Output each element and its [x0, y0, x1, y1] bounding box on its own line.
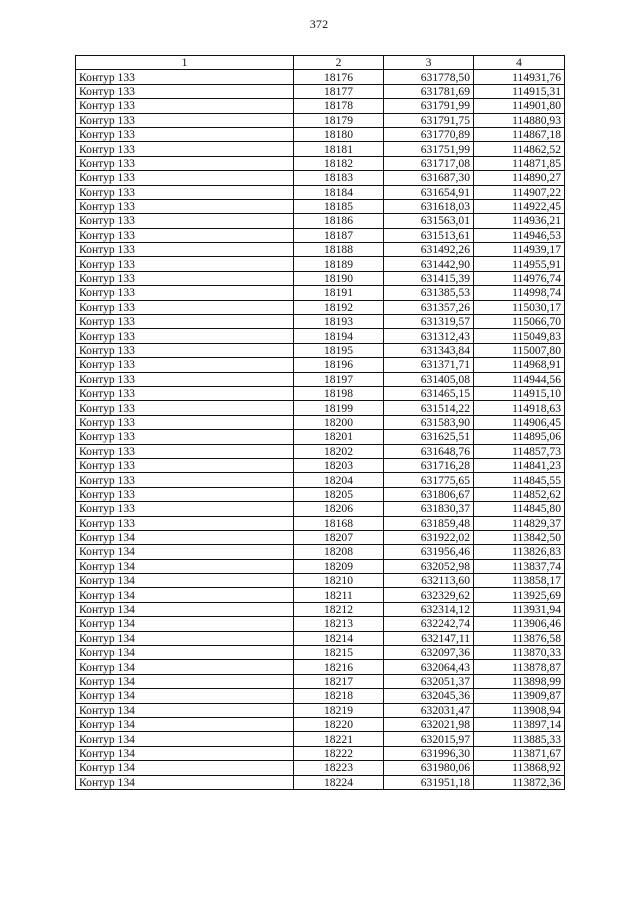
- table-row: [76, 99, 565, 113]
- x-coordinate-cell: 631717,08: [384, 156, 474, 170]
- table-row: [76, 84, 565, 98]
- point-number-cell: 18179: [294, 113, 384, 127]
- y-coordinate-cell: 115007,80: [474, 343, 565, 357]
- y-coordinate-cell: 114922,45: [474, 199, 565, 213]
- y-coordinate-cell: 113870,33: [474, 646, 565, 660]
- point-number-cell: 18178: [294, 99, 384, 113]
- point-number-cell: 18215: [294, 646, 384, 660]
- point-number-cell: 18205: [294, 487, 384, 501]
- contour-name-cell: Контур 133: [76, 228, 294, 242]
- point-number-cell: 18177: [294, 84, 384, 98]
- point-number-cell: 18185: [294, 199, 384, 213]
- x-coordinate-cell: 632015,97: [384, 732, 474, 746]
- contour-name-cell: Контур 134: [76, 775, 294, 789]
- x-coordinate-cell: 631319,57: [384, 315, 474, 329]
- table-row: [76, 257, 565, 271]
- point-number-cell: 18190: [294, 271, 384, 285]
- table-row: [76, 142, 565, 156]
- x-coordinate-cell: 631583,90: [384, 415, 474, 429]
- table-row: [76, 602, 565, 616]
- page-number: 372: [309, 17, 329, 31]
- x-coordinate-cell: 631343,84: [384, 343, 474, 357]
- x-coordinate-cell: 631980,06: [384, 761, 474, 775]
- point-number-cell: 18208: [294, 545, 384, 559]
- contour-name-cell: Контур 134: [76, 574, 294, 588]
- contour-name-cell: Контур 134: [76, 602, 294, 616]
- point-number-cell: 18186: [294, 214, 384, 228]
- contour-name-cell: Контур 134: [76, 746, 294, 760]
- contour-name-cell: Контур 133: [76, 127, 294, 141]
- point-number-cell: 18200: [294, 415, 384, 429]
- contour-name-cell: Контур 134: [76, 761, 294, 775]
- x-coordinate-cell: 631770,89: [384, 127, 474, 141]
- x-coordinate-cell: 632314,12: [384, 602, 474, 616]
- table-body: [76, 70, 565, 790]
- y-coordinate-cell: 113909,87: [474, 689, 565, 703]
- y-coordinate-cell: 113858,17: [474, 574, 565, 588]
- point-number-cell: 18181: [294, 142, 384, 156]
- point-number-cell: 18219: [294, 703, 384, 717]
- table-row: [76, 458, 565, 472]
- x-coordinate-cell: 632113,60: [384, 574, 474, 588]
- table-row: [76, 401, 565, 415]
- table-row: [76, 243, 565, 257]
- table-row: [76, 660, 565, 674]
- point-number-cell: 18207: [294, 530, 384, 544]
- y-coordinate-cell: 114829,37: [474, 516, 565, 530]
- point-number-cell: 18188: [294, 243, 384, 257]
- contour-name-cell: Контур 133: [76, 358, 294, 372]
- y-coordinate-cell: 114998,74: [474, 286, 565, 300]
- table-row: [76, 199, 565, 213]
- contour-name-cell: Контур 133: [76, 171, 294, 185]
- point-number-cell: 18189: [294, 257, 384, 271]
- point-number-cell: 18183: [294, 171, 384, 185]
- contour-name-cell: Контур 134: [76, 617, 294, 631]
- point-number-cell: 18220: [294, 717, 384, 731]
- x-coordinate-cell: 631781,69: [384, 84, 474, 98]
- y-coordinate-cell: 114968,91: [474, 358, 565, 372]
- contour-name-cell: Контур 133: [76, 214, 294, 228]
- point-number-cell: 18192: [294, 300, 384, 314]
- table-row: [76, 775, 565, 789]
- contour-name-cell: Контур 133: [76, 156, 294, 170]
- y-coordinate-cell: 114955,91: [474, 257, 565, 271]
- contour-name-cell: Контур 133: [76, 473, 294, 487]
- x-coordinate-cell: 631654,91: [384, 185, 474, 199]
- y-coordinate-cell: 114845,80: [474, 502, 565, 516]
- point-number-cell: 18211: [294, 588, 384, 602]
- y-coordinate-cell: 113897,14: [474, 717, 565, 731]
- point-number-cell: 18203: [294, 458, 384, 472]
- x-coordinate-cell: 632045,36: [384, 689, 474, 703]
- contour-name-cell: Контур 133: [76, 199, 294, 213]
- table-row: [76, 617, 565, 631]
- point-number-cell: 18184: [294, 185, 384, 199]
- table-row: [76, 530, 565, 544]
- table-row: [76, 559, 565, 573]
- point-number-cell: 18213: [294, 617, 384, 631]
- contour-name-cell: Контур 133: [76, 444, 294, 458]
- contour-name-cell: Контур 133: [76, 329, 294, 343]
- point-number-cell: 18182: [294, 156, 384, 170]
- table-row: [76, 156, 565, 170]
- table-row: [76, 372, 565, 386]
- x-coordinate-cell: 632031,47: [384, 703, 474, 717]
- contour-name-cell: Контур 133: [76, 300, 294, 314]
- point-number-cell: 18206: [294, 502, 384, 516]
- table-row: [76, 300, 565, 314]
- table-row: [76, 502, 565, 516]
- contour-name-cell: Контур 134: [76, 703, 294, 717]
- x-coordinate-cell: 632242,74: [384, 617, 474, 631]
- contour-name-cell: Контур 134: [76, 545, 294, 559]
- contour-name-cell: Контур 133: [76, 502, 294, 516]
- table-header: [76, 56, 565, 70]
- y-coordinate-cell: 113885,33: [474, 732, 565, 746]
- header-col-2: 2: [294, 56, 384, 70]
- point-number-cell: 18191: [294, 286, 384, 300]
- point-number-cell: 18199: [294, 401, 384, 415]
- y-coordinate-cell: 113925,69: [474, 588, 565, 602]
- y-coordinate-cell: 113876,58: [474, 631, 565, 645]
- table-row: [76, 473, 565, 487]
- x-coordinate-cell: 631687,30: [384, 171, 474, 185]
- contour-name-cell: Контур 133: [76, 257, 294, 271]
- contour-name-cell: Контур 133: [76, 386, 294, 400]
- x-coordinate-cell: 632052,98: [384, 559, 474, 573]
- contour-name-cell: Контур 133: [76, 516, 294, 530]
- table-row: [76, 185, 565, 199]
- x-coordinate-cell: 631648,76: [384, 444, 474, 458]
- y-coordinate-cell: 114931,76: [474, 70, 565, 84]
- table-row: [76, 674, 565, 688]
- point-number-cell: 18210: [294, 574, 384, 588]
- x-coordinate-cell: 631405,08: [384, 372, 474, 386]
- y-coordinate-cell: 114946,53: [474, 228, 565, 242]
- point-number-cell: 18221: [294, 732, 384, 746]
- x-coordinate-cell: 631514,22: [384, 401, 474, 415]
- contour-name-cell: Контур 133: [76, 286, 294, 300]
- x-coordinate-cell: 631775,65: [384, 473, 474, 487]
- y-coordinate-cell: 114867,18: [474, 127, 565, 141]
- y-coordinate-cell: 114862,52: [474, 142, 565, 156]
- table-row: [76, 631, 565, 645]
- header-row: [76, 56, 565, 70]
- y-coordinate-cell: 114906,45: [474, 415, 565, 429]
- x-coordinate-cell: 631791,75: [384, 113, 474, 127]
- x-coordinate-cell: 631951,18: [384, 775, 474, 789]
- table-row: [76, 444, 565, 458]
- contour-name-cell: Контур 133: [76, 487, 294, 501]
- table-row: [76, 746, 565, 760]
- y-coordinate-cell: 114918,63: [474, 401, 565, 415]
- point-number-cell: 18195: [294, 343, 384, 357]
- y-coordinate-cell: 113898,99: [474, 674, 565, 688]
- x-coordinate-cell: 631716,28: [384, 458, 474, 472]
- y-coordinate-cell: 114871,85: [474, 156, 565, 170]
- x-coordinate-cell: 631956,46: [384, 545, 474, 559]
- contour-name-cell: Контур 133: [76, 99, 294, 113]
- y-coordinate-cell: 114944,56: [474, 372, 565, 386]
- x-coordinate-cell: 632051,37: [384, 674, 474, 688]
- table-row: [76, 271, 565, 285]
- point-number-cell: 18212: [294, 602, 384, 616]
- point-number-cell: 18176: [294, 70, 384, 84]
- x-coordinate-cell: 631922,02: [384, 530, 474, 544]
- y-coordinate-cell: 114939,17: [474, 243, 565, 257]
- contour-name-cell: Контур 133: [76, 458, 294, 472]
- table-row: [76, 646, 565, 660]
- table-row: [76, 286, 565, 300]
- y-coordinate-cell: 113871,67: [474, 746, 565, 760]
- point-number-cell: 18202: [294, 444, 384, 458]
- x-coordinate-cell: 631806,67: [384, 487, 474, 501]
- x-coordinate-cell: 632021,98: [384, 717, 474, 731]
- y-coordinate-cell: 113872,36: [474, 775, 565, 789]
- contour-name-cell: Контур 133: [76, 372, 294, 386]
- contour-name-cell: Контур 133: [76, 271, 294, 285]
- contour-name-cell: Контур 134: [76, 530, 294, 544]
- coordinates-table: [75, 55, 565, 790]
- x-coordinate-cell: 632147,11: [384, 631, 474, 645]
- contour-name-cell: Контур 134: [76, 646, 294, 660]
- x-coordinate-cell: 632097,36: [384, 646, 474, 660]
- x-coordinate-cell: 631415,39: [384, 271, 474, 285]
- x-coordinate-cell: 631563,01: [384, 214, 474, 228]
- y-coordinate-cell: 113826,83: [474, 545, 565, 559]
- y-coordinate-cell: 113908,94: [474, 703, 565, 717]
- y-coordinate-cell: 114915,10: [474, 386, 565, 400]
- point-number-cell: 18196: [294, 358, 384, 372]
- table-row: [76, 761, 565, 775]
- y-coordinate-cell: 114880,93: [474, 113, 565, 127]
- point-number-cell: 18201: [294, 430, 384, 444]
- header-col-4: 4: [474, 56, 565, 70]
- point-number-cell: 18224: [294, 775, 384, 789]
- table-row: [76, 717, 565, 731]
- y-coordinate-cell: 115049,83: [474, 329, 565, 343]
- y-coordinate-cell: 114901,80: [474, 99, 565, 113]
- x-coordinate-cell: 631791,99: [384, 99, 474, 113]
- x-coordinate-cell: 631371,71: [384, 358, 474, 372]
- contour-name-cell: Контур 133: [76, 113, 294, 127]
- contour-name-cell: Контур 134: [76, 588, 294, 602]
- table-row: [76, 329, 565, 343]
- point-number-cell: 18218: [294, 689, 384, 703]
- y-coordinate-cell: 113931,94: [474, 602, 565, 616]
- table-row: [76, 358, 565, 372]
- contour-name-cell: Контур 133: [76, 70, 294, 84]
- point-number-cell: 18223: [294, 761, 384, 775]
- table-row: [76, 343, 565, 357]
- contour-name-cell: Контур 133: [76, 343, 294, 357]
- table-row: [76, 127, 565, 141]
- y-coordinate-cell: 114976,74: [474, 271, 565, 285]
- contour-name-cell: Контур 134: [76, 660, 294, 674]
- contour-name-cell: Контур 134: [76, 689, 294, 703]
- table-row: [76, 171, 565, 185]
- table-row: [76, 487, 565, 501]
- contour-name-cell: Контур 133: [76, 185, 294, 199]
- contour-name-cell: Контур 133: [76, 401, 294, 415]
- x-coordinate-cell: 631830,37: [384, 502, 474, 516]
- y-coordinate-cell: 113878,87: [474, 660, 565, 674]
- y-coordinate-cell: 114915,31: [474, 84, 565, 98]
- point-number-cell: 18180: [294, 127, 384, 141]
- point-number-cell: 18204: [294, 473, 384, 487]
- point-number-cell: 18168: [294, 516, 384, 530]
- table-row: [76, 315, 565, 329]
- table-row: [76, 516, 565, 530]
- y-coordinate-cell: 114895,06: [474, 430, 565, 444]
- point-number-cell: 18193: [294, 315, 384, 329]
- point-number-cell: 18197: [294, 372, 384, 386]
- contour-name-cell: Контур 133: [76, 243, 294, 257]
- table-row: [76, 574, 565, 588]
- y-coordinate-cell: 114857,73: [474, 444, 565, 458]
- point-number-cell: 18214: [294, 631, 384, 645]
- x-coordinate-cell: 631625,51: [384, 430, 474, 444]
- x-coordinate-cell: 631778,50: [384, 70, 474, 84]
- y-coordinate-cell: 115066,70: [474, 315, 565, 329]
- contour-name-cell: Контур 134: [76, 674, 294, 688]
- point-number-cell: 18194: [294, 329, 384, 343]
- x-coordinate-cell: 631513,61: [384, 228, 474, 242]
- table-row: [76, 732, 565, 746]
- y-coordinate-cell: 114936,21: [474, 214, 565, 228]
- y-coordinate-cell: 113906,46: [474, 617, 565, 631]
- table-row: [76, 430, 565, 444]
- contour-name-cell: Контур 134: [76, 717, 294, 731]
- x-coordinate-cell: 631442,90: [384, 257, 474, 271]
- x-coordinate-cell: 631357,26: [384, 300, 474, 314]
- x-coordinate-cell: 632064,43: [384, 660, 474, 674]
- table-row: [76, 214, 565, 228]
- table-row: [76, 228, 565, 242]
- table-row: [76, 588, 565, 602]
- x-coordinate-cell: 631312,43: [384, 329, 474, 343]
- y-coordinate-cell: 115030,17: [474, 300, 565, 314]
- table-row: [76, 386, 565, 400]
- y-coordinate-cell: 114852,62: [474, 487, 565, 501]
- x-coordinate-cell: 631996,30: [384, 746, 474, 760]
- contour-name-cell: Контур 133: [76, 430, 294, 444]
- contour-name-cell: Контур 134: [76, 559, 294, 573]
- x-coordinate-cell: 631385,53: [384, 286, 474, 300]
- table-row: [76, 70, 565, 84]
- table-row: [76, 703, 565, 717]
- contour-name-cell: Контур 133: [76, 84, 294, 98]
- point-number-cell: 18222: [294, 746, 384, 760]
- contour-name-cell: Контур 133: [76, 315, 294, 329]
- point-number-cell: 18217: [294, 674, 384, 688]
- contour-name-cell: Контур 134: [76, 631, 294, 645]
- x-coordinate-cell: 631618,03: [384, 199, 474, 213]
- x-coordinate-cell: 632329,62: [384, 588, 474, 602]
- table-row: [76, 415, 565, 429]
- y-coordinate-cell: 114907,22: [474, 185, 565, 199]
- point-number-cell: 18209: [294, 559, 384, 573]
- x-coordinate-cell: 631859,48: [384, 516, 474, 530]
- point-number-cell: 18198: [294, 386, 384, 400]
- y-coordinate-cell: 113837,74: [474, 559, 565, 573]
- contour-name-cell: Контур 133: [76, 415, 294, 429]
- contour-name-cell: Контур 133: [76, 142, 294, 156]
- table-row: [76, 545, 565, 559]
- y-coordinate-cell: 114890,27: [474, 171, 565, 185]
- y-coordinate-cell: 113868,92: [474, 761, 565, 775]
- y-coordinate-cell: 113842,50: [474, 530, 565, 544]
- table-row: [76, 113, 565, 127]
- table-row: [76, 689, 565, 703]
- header-col-1: 1: [76, 56, 294, 70]
- header-col-3: 3: [384, 56, 474, 70]
- contour-name-cell: Контур 134: [76, 732, 294, 746]
- y-coordinate-cell: 114841,23: [474, 458, 565, 472]
- point-number-cell: 18187: [294, 228, 384, 242]
- x-coordinate-cell: 631492,26: [384, 243, 474, 257]
- x-coordinate-cell: 631751,99: [384, 142, 474, 156]
- x-coordinate-cell: 631465,15: [384, 386, 474, 400]
- point-number-cell: 18216: [294, 660, 384, 674]
- y-coordinate-cell: 114845,55: [474, 473, 565, 487]
